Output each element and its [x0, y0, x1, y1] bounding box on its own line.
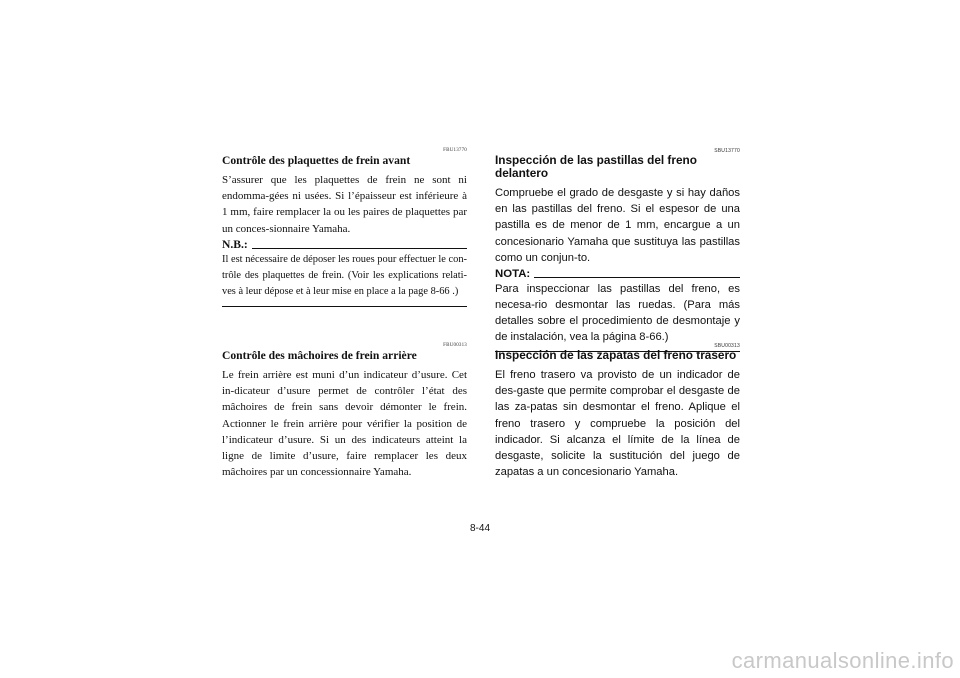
note-header	[495, 267, 740, 281]
page-number: 8-44	[469, 523, 490, 534]
note-label: N.B.:	[222, 237, 248, 251]
note-end-rule	[222, 306, 467, 307]
section-body: Le frein arrière est muni d’un indicateur d’usure. Cet in-dicateur d’usure permet de contrôler l’état des mâchoires de frein sans devoir démonter le frein. Actionner le frein arrière pour vérifier la position de l’indicateur d’usure. Si un des indicateurs atteint la ligne de limite d’usure, faire remplacer les deux mâchoires par un concessionnaire Yamaha.	[222, 369, 467, 479]
site-watermark: carmanualsonline.info	[731, 648, 954, 673]
section-body: S’assurer que les plaquettes de frein ne sont ni endomma-gées ni usées. Si l’épaisseur est inférieure à 1 mm, faire remplacer la ou les paires de plaquettes par un conces-sionnaire Yamaha.	[222, 174, 467, 235]
note-header	[222, 238, 467, 252]
section-code: FBU00313	[443, 343, 467, 348]
section-code: FBU13770	[443, 148, 467, 153]
section-heading: Contrôle des plaquettes de frein avant	[222, 154, 411, 167]
section-body: El freno trasero va provisto de un indicador de des-gaste que permite comprobar el desgaste de las za-patas sin desmontar el freno. Aplique el freno trasero y compruebe la posición del indicador. Si alcanza el límite de la línea de desgaste, solicite la sustitución del juego de zapatas a un concesionario Yamaha.	[495, 369, 740, 479]
es-rear-brake-shoes-section	[495, 343, 740, 480]
note-rule	[534, 277, 740, 278]
section-heading: Contrôle des mâchoires de frein arrière	[222, 349, 417, 362]
section-code: SBU13770	[714, 148, 740, 154]
fr-rear-brake-shoes-section	[222, 343, 467, 480]
es-front-brake-pads-section	[495, 148, 740, 352]
note-rule	[252, 248, 467, 249]
note-label: NOTA:	[495, 268, 531, 281]
fr-front-brake-pads-section	[222, 148, 467, 307]
section-code: SBU00313	[714, 343, 740, 349]
section-heading: Inspección de las pastillas del freno delantero	[495, 153, 697, 180]
note-text: Para inspeccionar las pastillas del freno, es necesa-rio desmontar las ruedas. (Para más detalles sobre el procedimiento de desmontaje y de instalación, vea la página 8-66.)	[495, 283, 740, 344]
section-body: Compruebe el grado de desgaste y si hay daños en las pastillas del freno. Si el espesor de una pastilla es de menor de 1 mm, encargue a un concesionario Yamaha que sustituya las pastillas como un conjun-to.	[495, 187, 740, 264]
section-heading: Inspección de las zapatas del freno trasero	[495, 348, 737, 362]
note-text: Il est nécessaire de déposer les roues pour effectuer le con-trôle des plaquettes de frein. (Voir les explications relati-ves à leur dépose et à leur mise en place a la page 8-66 .)	[222, 253, 467, 297]
